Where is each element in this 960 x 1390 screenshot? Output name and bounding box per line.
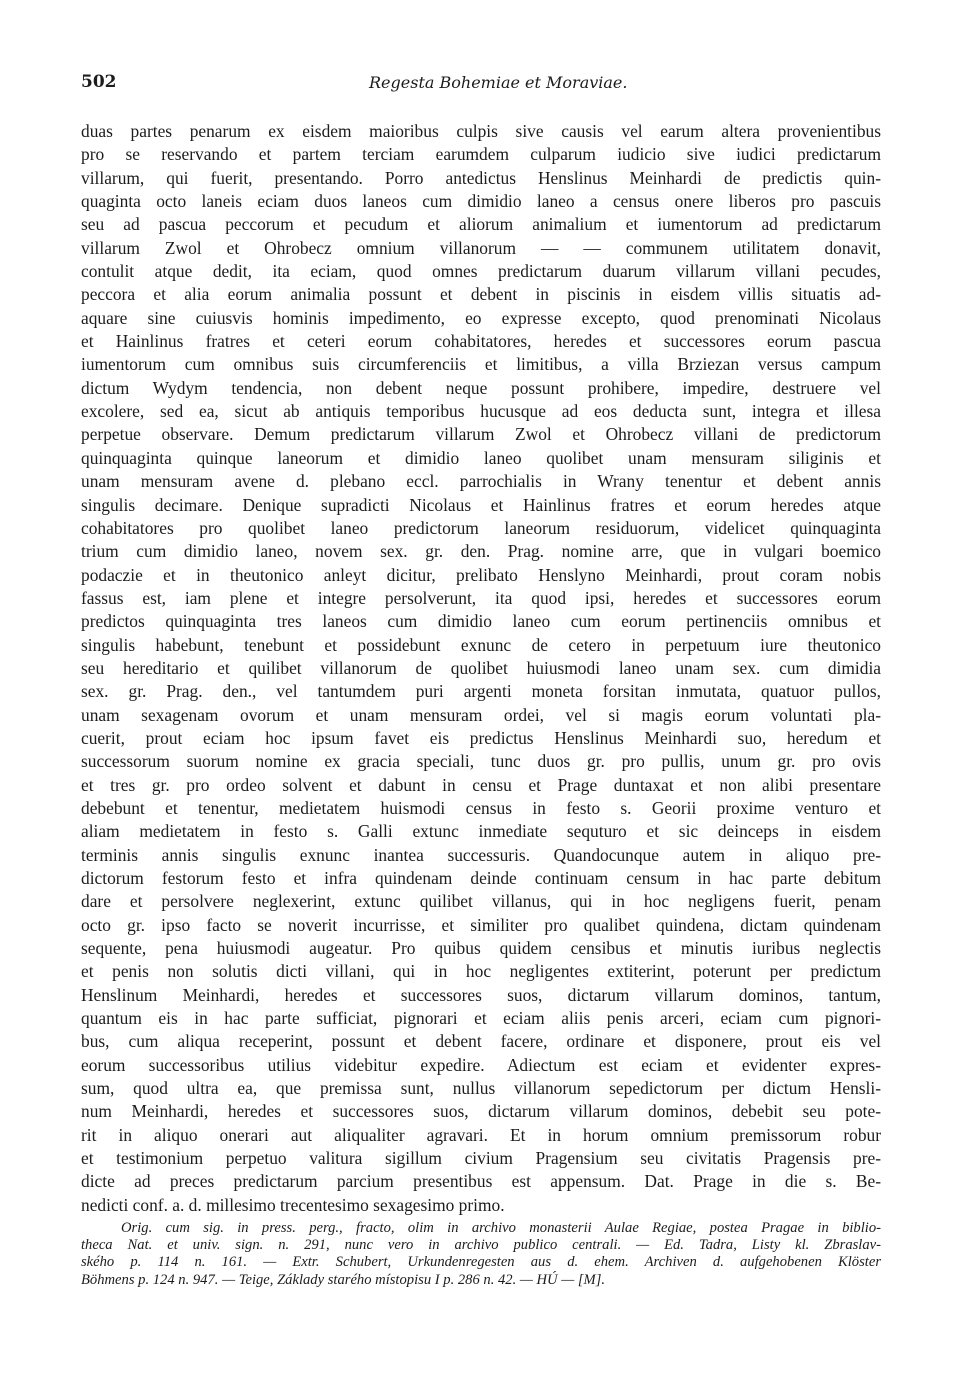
note-line: Böhmens p. 124 n. 947. — Teige, Základy starého místopisu I p. 286 n. 42. — HÚ — [M]. <box>81 1271 606 1288</box>
text-line: peccora et alia eorum animalia possunt et debent in piscinis in eisdem villis situatis ad- <box>81 284 881 305</box>
text-line: bus, cum aliqua receperint, possunt et debent facere, ordinare et disponere, prout eis vel <box>81 1031 881 1052</box>
text-line: cohabitatores pro quolibet laneo predictorum laneorum residuorum, videlicet quinquaginta <box>81 517 881 538</box>
text-line: iumentorum cum omnibus suis circumferenciis et limitibus, a villa Brziezan versus campum <box>81 354 881 375</box>
text-line: villarum, qui fuerit, presentando. Porro antedictus Henslinus Meinhardi de predictis quin- <box>81 167 881 188</box>
text-line: aliam medietatem in festo s. Galli extunc inmediate sequturo et sic deinceps in eisdem <box>81 821 881 842</box>
text-line: rit in aliquo onerari aut aliqualiter agravari. Et in horum omnium premissorum robur <box>81 1124 881 1145</box>
text-line: octo gr. ipso facto se noverit incurrisse, et similiter pro qualibet quindena, dictam quindenam <box>81 914 881 935</box>
text-line: quaginta octo laneis eciam duos laneos cum dimidio laneo a census onere liberos pro pascuis <box>81 191 881 212</box>
text-line: terminis annis singulis exnunc inantea successuris. Quandocunque autem in aliquo pre- <box>81 844 881 865</box>
text-line: cuerit, prout eciam hoc ipsum favet eis predictus Henslinus Meinhardi suo, heredum et <box>81 727 881 748</box>
source-notes <box>81 1220 881 1289</box>
text-line: eorum successoribus utilius videbitur expedire. Adiectum est eciam et evidenter expres- <box>81 1054 881 1075</box>
text-line: quinquaginta quinque laneorum et dimidio laneo quolibet unam mensuram siliginis et <box>81 447 881 468</box>
page-header <box>81 72 881 96</box>
text-line: dictorum festorum festo et infra quindenam deinde continuam censum in hac parte debitum <box>81 868 881 888</box>
note-line: theca Nat. et univ. sign. n. 291, nunc vero in archivo publico centrali. — Ed. Tadra, Listy kl. Zbraslav- <box>81 1237 881 1254</box>
text-line: et testimonium perpetuo valitura sigillum civium Pragensium seu civitatis Pragensis pre- <box>81 1148 881 1169</box>
text-line: perpetue observare. Demum predictarum villarum Zwol et Ohrobecz villani de predictorum <box>81 424 881 445</box>
text-line: seu hereditario et quilibet villanorum de quolibet huiusmodi laneo unam sex. cum dimidia <box>81 657 881 678</box>
text-line: quantum eis in hac parte sufficiat, pignorari et eciam aliis penis arceri, eciam cum pignori- <box>81 1008 881 1029</box>
running-title: Regesta Bohemiae et Moraviae. <box>369 73 628 92</box>
text-line: predictos quinquaginta tres laneos cum dimidio laneo cum eorum pertinenciis omnibus et <box>81 611 881 632</box>
text-line: dictum Wydym tendencia, non debent neque possunt prohibere, impedire, destruere vel <box>81 377 881 398</box>
text-line: et tres gr. pro ordeo solvent et dabunt in censu et Prage duntaxat et non alibi presentare <box>81 774 881 795</box>
text-line: Henslinum Meinhardi, heredes et successores suos, dictarum villarum dominos, tantum, <box>81 984 881 1005</box>
text-line: successorum suorum nomine ex gracia speciali, tunc duos gr. pro pullis, unum gr. pro ovis <box>81 751 881 772</box>
text-line: contulit atque dedit, ita eciam, quod omnes predictarum duarum villarum villani pecudes, <box>81 261 881 282</box>
text-line: unam sexagenam ovorum et unam mensuram ordei, vel si magis eorum voluntati pla- <box>81 704 881 725</box>
note-line: ského p. 114 n. 161. — Extr. Schubert, Urkundenregesten aus d. ehem. Archiven d. aufgehobenen Klöster <box>81 1254 881 1271</box>
text-line: aquare sine cuiusvis hominis impedimento, eo expresse excepto, quod prenominati Nicolaus <box>81 307 881 328</box>
text-line: trium cum dimidio laneo, novem sex. gr. den. Prag. nomine arre, que in vulgari boemico <box>81 541 881 562</box>
page-number: 502 <box>81 72 117 92</box>
text-line: pro se reservando et partem terciam earumdem culparum iudicio sive iudici predictarum <box>81 144 881 165</box>
text-line: sum, quod ultra ea, que premissa sunt, nullus villanorum sepedictorum per dictum Hensli- <box>81 1078 881 1099</box>
text-line: seu ad pascua peccorum et pecudum et aliorum animalium et iumentorum ad predictarum <box>81 214 881 235</box>
text-line: et Hainlinus fratres et ceteri eorum cohabitatores, heredes et successores eorum pascua <box>81 331 881 352</box>
text-line: debebunt et tenentur, medietatem huismodi census in festo s. Georii proxime venturo et <box>81 797 881 818</box>
text-line: unam mensuram avene d. plebano eccl. parrochialis in Wrany tenentur et debent annis <box>81 471 881 492</box>
text-line: duas partes penarum ex eisdem maioribus culpis sive causis vel earum altera provenientibus <box>81 121 881 141</box>
text-line: sex. gr. Prag. den., vel tantumdem puri argenti moneta forsitan inmutata, quatuor pullos, <box>81 681 881 702</box>
text-line: nedicti conf. a. d. millesimo trecentesimo sexagesimo primo. <box>81 1194 505 1215</box>
text-line: dicte ad preces predictarum parcium presentibus est appensum. Dat. Prage in die s. Be- <box>81 1171 881 1192</box>
text-line: sequente, pena huiusmodi augeatur. Pro quibus quidem censibus et minutis iuribus neglectis <box>81 938 881 959</box>
text-line: singulis decimare. Denique supradicti Nicolaus et Hainlinus fratres et eorum heredes atque <box>81 494 881 515</box>
body-text <box>81 120 881 1217</box>
text-line: fassus est, iam plene et integre persolverunt, ita quod ipsi, heredes et successores eorum <box>81 587 881 608</box>
note-line: Orig. cum sig. in press. perg., fracto, olim in archivo monasterii Aulae Regiae, postea Pragae in biblio- <box>121 1220 881 1236</box>
text-line: podaczie et in theutonico anleyt dicitur, prelibato Henslyno Meinhardi, prout coram nobis <box>81 564 881 585</box>
text-line: et penis non solutis dicti villani, qui in hoc negligentes extiterint, poterunt per predictum <box>81 961 881 982</box>
text-line: dare et persolvere neglexerint, extunc quilibet villanus, qui in hoc negligens fuerit, penam <box>81 891 881 912</box>
text-line: num Meinhardi, heredes et successores suos, dictarum villarum dominos, debebit seu pote- <box>81 1101 881 1122</box>
text-line: excolere, sed ea, sicut ab antiquis temporibus hucusque ad eos deducta sunt, integra et illesa <box>81 401 881 422</box>
text-line: singulis habebunt, tenebunt et possidebunt exnunc de cetero in perpetuum iure theutonico <box>81 634 881 655</box>
text-line: villarum Zwol et Ohrobecz omnium villanorum — — communem utilitatem donavit, <box>81 237 881 258</box>
